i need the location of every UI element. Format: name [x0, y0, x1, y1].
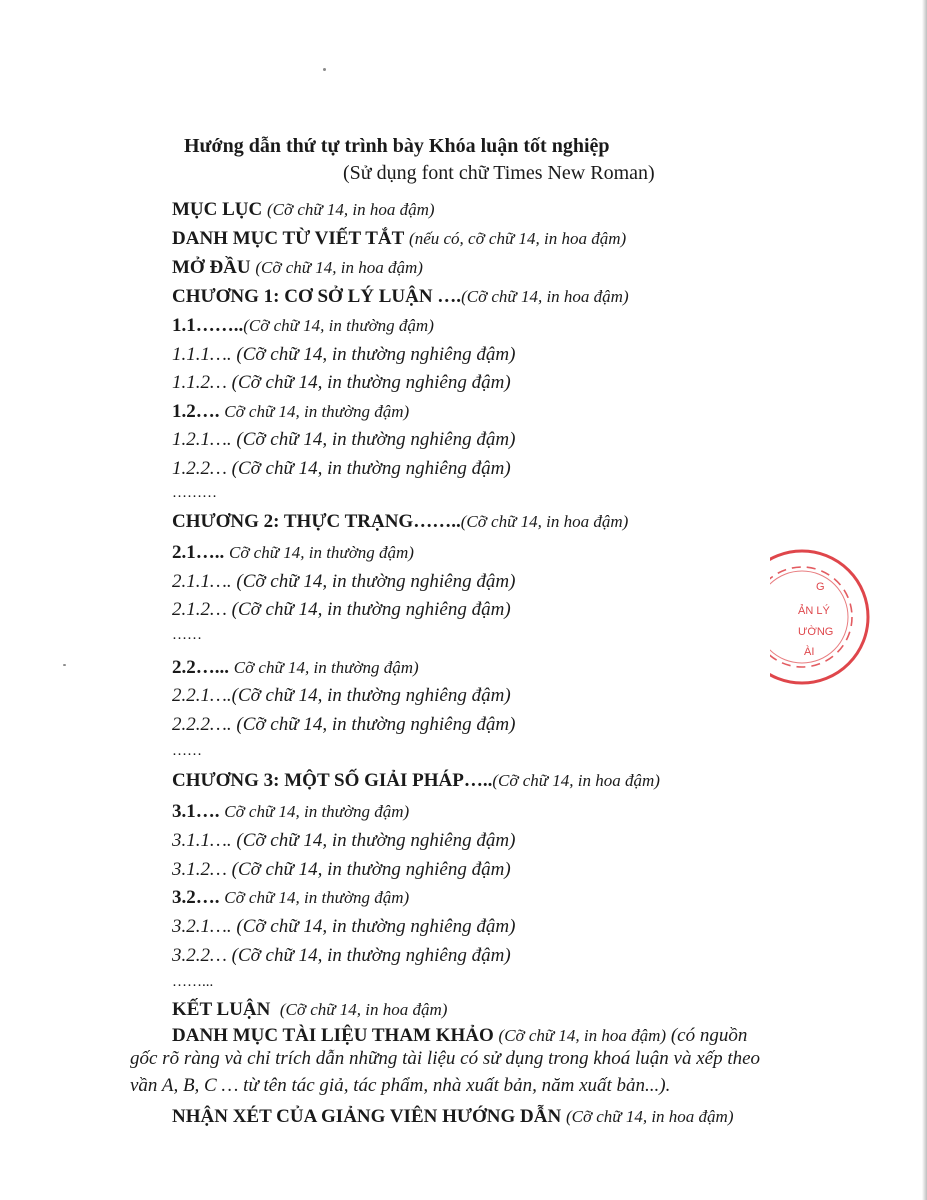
scan-speck	[323, 68, 326, 71]
entry-hint: (Cỡ chữ 14, in thường đậm)	[243, 316, 434, 335]
entry-hint: Cỡ chữ 14, in thường đậm)	[224, 888, 410, 907]
entry-label: MỤC LỤC	[172, 199, 263, 220]
toc-entry-chuong-2	[172, 512, 628, 531]
entry-label: 3.1….	[172, 801, 220, 822]
toc-entry-3-1-2: 3.1.2… (Cỡ chữ 14, in thường nghiêng đậm)	[172, 859, 511, 880]
entry-label: CHƯƠNG 2: THỰC TRẠNG……..	[172, 511, 461, 532]
toc-entry-2-2-2: 2.2.2…. (Cỡ chữ 14, in thường nghiêng đậm)	[172, 714, 516, 735]
toc-entry-2-1-2: 2.1.2… (Cỡ chữ 14, in thường nghiêng đậm)	[172, 599, 511, 620]
entry-note: (có nguồn	[670, 1025, 748, 1046]
ellipsis: ……	[172, 627, 202, 643]
entry-label: CHƯƠNG 1: CƠ SỞ LÝ LUẬN ….	[172, 286, 462, 307]
toc-entry-2-2	[172, 658, 419, 677]
seal-icon	[770, 540, 870, 690]
toc-entry-nhan-xet	[172, 1107, 734, 1126]
tai-lieu-note-line-2: gốc rõ ràng và chỉ trích dẫn những tài liệu có sử dụng trong khoá luận và xếp theo	[130, 1048, 761, 1069]
entry-hint: (Cỡ chữ 14, in hoa đậm)	[460, 512, 629, 531]
svg-text:ẢN LÝ: ẢN LÝ	[798, 605, 830, 617]
toc-entry-tai-lieu-tham-khao	[172, 1026, 747, 1045]
entry-hint: (Cỡ chữ 14, in hoa đậm)	[279, 1000, 448, 1019]
entry-hint: (Cỡ chữ 14, in hoa đậm)	[498, 1026, 667, 1045]
page-subtitle: (Sử dụng font chữ Times New Roman)	[343, 162, 655, 184]
entry-hint: (nếu có, cỡ chữ 14, in hoa đậm)	[409, 229, 627, 248]
entry-hint: (Cỡ chữ 14, in hoa đậm)	[255, 258, 423, 277]
ellipsis: ……	[172, 743, 202, 759]
entry-hint: Cỡ chữ 14, in thường đậm)	[224, 402, 410, 421]
toc-entry-muc-luc	[172, 200, 435, 219]
page-title: Hướng dẫn thứ tự trình bày Khóa luận tốt nghiệp	[184, 135, 610, 157]
ellipsis: ………	[172, 485, 217, 501]
toc-entry-mo-dau	[172, 258, 423, 277]
toc-entry-1-1-2: 1.1.2… (Cỡ chữ 14, in thường nghiêng đậm)	[172, 372, 511, 393]
toc-entry-1-2-2: 1.2.2… (Cỡ chữ 14, in thường nghiêng đậm)	[172, 458, 511, 479]
entry-hint: (Cỡ chữ 14, in hoa đậm)	[267, 200, 435, 219]
toc-entry-3-1-1: 3.1.1…. (Cỡ chữ 14, in thường nghiêng đậm)	[172, 830, 516, 851]
tai-lieu-note-line-3: vần A, B, C … từ tên tác giả, tác phẩm, nhà xuất bản, năm xuất bản...).	[130, 1075, 671, 1096]
toc-entry-2-2-1: 2.2.1….(Cỡ chữ 14, in thường nghiêng đậm)	[172, 685, 511, 706]
entry-label: KẾT LUẬN	[172, 999, 271, 1020]
svg-text:ÀI: ÀI	[804, 646, 815, 658]
entry-hint: Cỡ chữ 14, in thường đậm)	[229, 543, 414, 562]
entry-label: 2.2…...	[172, 657, 229, 678]
ellipsis: ……...	[172, 974, 214, 990]
svg-text:G: G	[816, 581, 825, 593]
entry-label: DANH MỤC TỪ VIẾT TẮT	[172, 228, 405, 249]
toc-entry-3-1	[172, 802, 409, 821]
svg-text:ƯỜNG: ƯỜNG	[798, 626, 834, 638]
entry-hint: Cỡ chữ 14, in thường đậm)	[233, 658, 419, 677]
entry-hint: (Cỡ chữ 14, in hoa đậm)	[461, 287, 629, 306]
toc-entry-1-2-1: 1.2.1…. (Cỡ chữ 14, in thường nghiêng đậm)	[172, 429, 516, 450]
toc-entry-3-2-2: 3.2.2… (Cỡ chữ 14, in thường nghiêng đậm)	[172, 945, 511, 966]
entry-label: 1.2….	[172, 401, 220, 422]
toc-entry-2-1	[172, 543, 414, 562]
entry-label: CHƯƠNG 3: MỘT SỐ GIẢI PHÁP…..	[172, 770, 493, 791]
entry-hint: Cỡ chữ 14, in thường đậm)	[224, 802, 410, 821]
red-seal-stamp	[770, 540, 870, 690]
toc-entry-1-1-1: 1.1.1…. (Cỡ chữ 14, in thường nghiêng đậm)	[172, 344, 516, 365]
toc-entry-1-2	[172, 402, 409, 421]
entry-label: 3.2….	[172, 887, 220, 908]
toc-entry-3-2	[172, 888, 409, 907]
toc-entry-1-1	[172, 316, 434, 335]
entry-label: NHẬN XÉT CỦA GIẢNG VIÊN HƯỚNG DẪN	[172, 1106, 562, 1127]
toc-entry-3-2-1: 3.2.1…. (Cỡ chữ 14, in thường nghiêng đậm)	[172, 916, 516, 937]
entry-hint: (Cỡ chữ 14, in hoa đậm)	[492, 771, 660, 790]
entry-label: 1.1……..	[172, 315, 244, 336]
toc-entry-ket-luan	[172, 1000, 447, 1019]
scan-edge	[922, 0, 927, 1200]
toc-entry-chuong-1	[172, 287, 629, 306]
entry-label: MỞ ĐẦU	[172, 257, 251, 278]
entry-hint: (Cỡ chữ 14, in hoa đậm)	[565, 1107, 734, 1126]
toc-entry-chuong-3	[172, 771, 660, 790]
toc-entry-danh-muc-tu-viet-tat	[172, 229, 626, 248]
entry-label: 2.1…..	[172, 542, 225, 563]
scan-speck	[63, 664, 66, 666]
entry-label: DANH MỤC TÀI LIỆU THAM KHẢO	[172, 1025, 494, 1046]
toc-entry-2-1-1: 2.1.1…. (Cỡ chữ 14, in thường nghiêng đậm)	[172, 571, 516, 592]
